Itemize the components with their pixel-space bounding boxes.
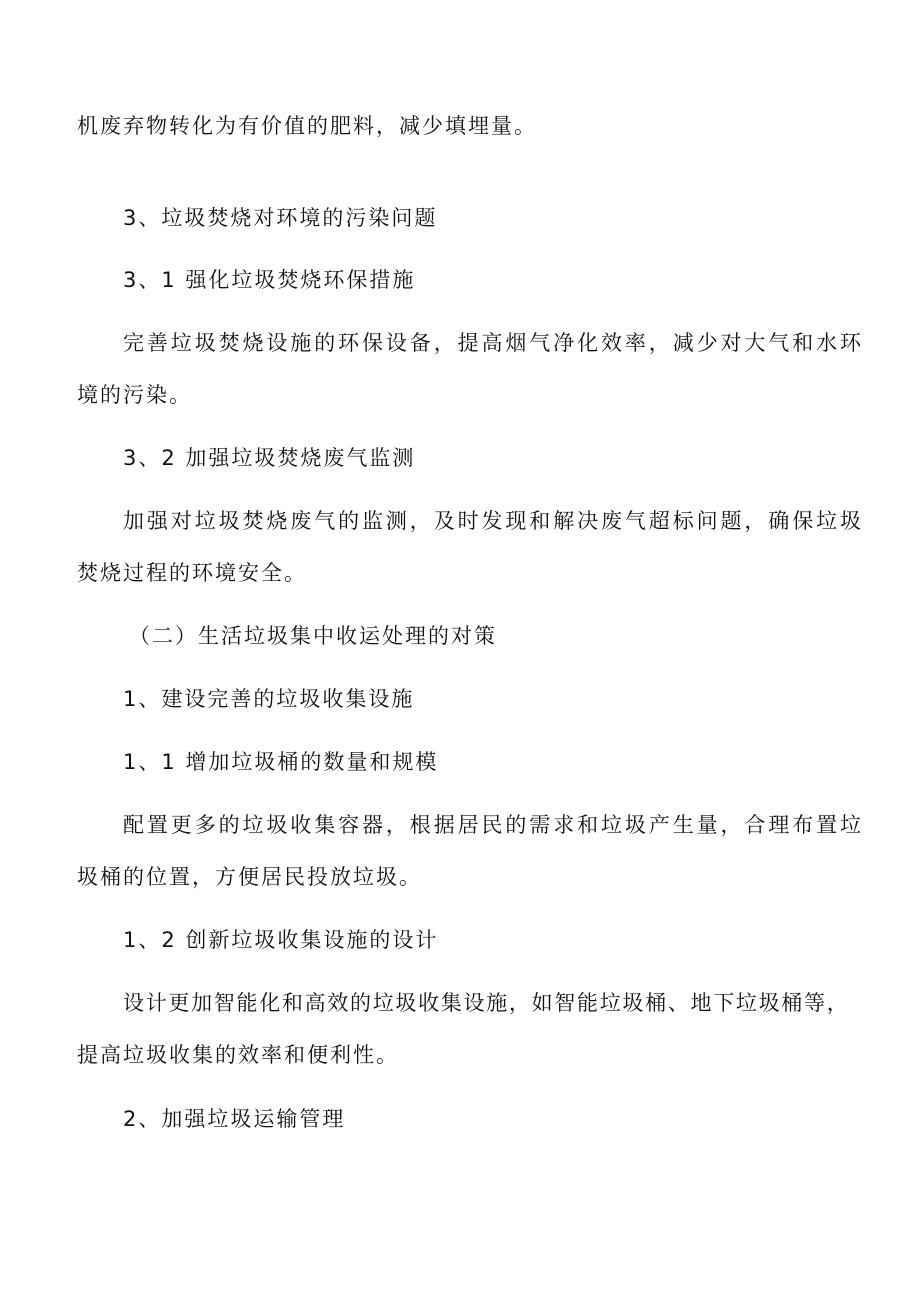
paragraph-3-1-line-2: 境的污染。 — [77, 383, 192, 407]
heading-1-2: 1、2 创新垃圾收集设施的设计 — [123, 928, 439, 952]
paragraph-1-1-line-2: 圾桶的位置，方便居民投放垃圾。 — [77, 865, 422, 889]
paragraph-3-1-line-1: 完善垃圾焚烧设施的环保设备，提高烟气净化效率，减少对大气和水环 — [123, 331, 864, 355]
heading-3-1: 3、1 强化垃圾焚烧环保措施 — [123, 268, 416, 292]
heading-1: 1、建设完善的垃圾收集设施 — [123, 687, 415, 711]
paragraph-continuation: 机废弃物转化为有价值的肥料，减少填埋量。 — [77, 114, 537, 138]
paragraph-1-2-line-1: 设计更加智能化和高效的垃圾收集设施，如智能垃圾桶、地下垃圾桶等， — [123, 991, 850, 1015]
heading-2: 2、加强垃圾运输管理 — [123, 1107, 346, 1131]
paragraph-1-2-line-2: 提高垃圾收集的效率和便利性。 — [77, 1043, 399, 1067]
heading-3: 3、垃圾焚烧对环境的污染问题 — [123, 206, 438, 230]
heading-1-1: 1、1 增加垃圾桶的数量和规模 — [123, 750, 439, 774]
paragraph-3-2-line-1: 加强对垃圾焚烧废气的监测，及时发现和解决废气超标问题，确保垃圾 — [123, 509, 864, 533]
heading-3-2: 3、2 加强垃圾焚烧废气监测 — [123, 446, 416, 470]
section-heading-2: （二）生活垃圾集中收运处理的对策 — [129, 624, 497, 648]
paragraph-3-2-line-2: 焚烧过程的环境安全。 — [77, 561, 307, 585]
paragraph-1-1-line-1: 配置更多的垃圾收集容器，根据居民的需求和垃圾产生量，合理布置垃 — [123, 813, 864, 837]
